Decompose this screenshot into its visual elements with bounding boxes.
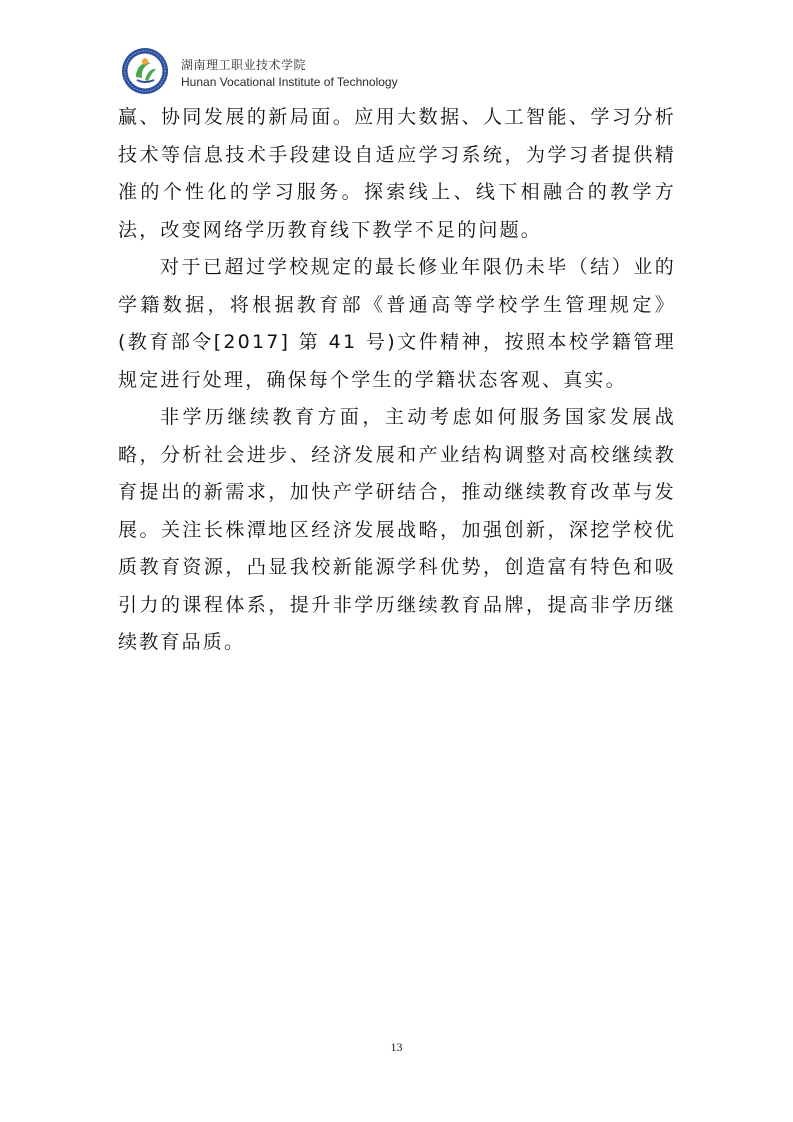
institute-seal-icon (121, 47, 169, 95)
page-header (121, 46, 681, 98)
paragraph-continuation: 赢、协同发展的新局面。应用大数据、人工智能、学习分析技术等信息技术手段建设自适应学习系统，为学习者提供精准的个性化的学习服务。探索线上、线下相融合的教学方法，改变网络学历教育线下教学不足的问题。 (118, 106, 676, 241)
document-body (118, 99, 676, 662)
paragraph-student-records: 对于已超过学校规定的最长修业年限仍未毕（结）业的学籍数据，将根据教育部《普通高等学校学生管理规定》(教育部令[2017] 第 41 号)文件精神，按照本校学籍管理规定进行处理，确保每个学生的学籍状态客观、真实。 (118, 256, 676, 391)
institute-seal-graphic (121, 47, 169, 95)
paragraph-non-degree-education: 非学历继续教育方面，主动考虑如何服务国家发展战略，分析社会进步、经济发展和产业结构调整对高校继续教育提出的新需求，加快产学研结合，推动继续教育改革与发展。关注长株潭地区经济发展战略，加强创新，深挖学校优质教育资源，凸显我校新能源学科优势，创造富有特色和吸引力的课程体系，提升非学历继续教育品牌，提高非学历继续教育品质。 (118, 406, 676, 653)
page-number: 13 (390, 1040, 403, 1054)
institution-name-cn: 湖南理工职业技术学院 (181, 58, 307, 72)
institution-name-en: Hunan Vocational Institute of Technology (181, 75, 398, 89)
